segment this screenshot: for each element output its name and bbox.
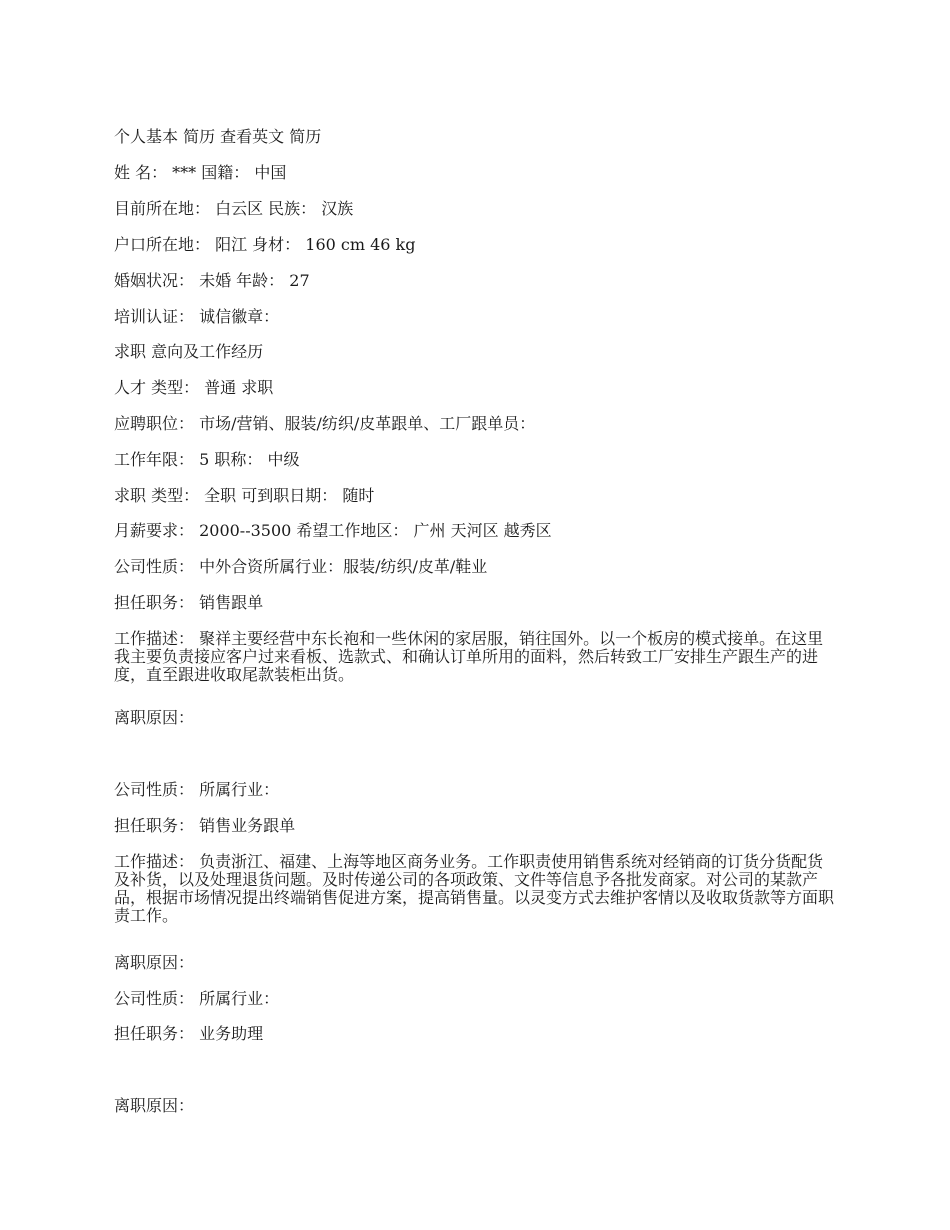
training-line: 培训认证： 诚信徽章： <box>114 307 280 326</box>
company2-role-line: 担任职务： 销售业务跟单 <box>114 816 296 835</box>
company2-description: 工作描述： 负责浙江、福建、上海等地区商务业务。工作职责使用销售系统对经销商的订货分货配货及补货，以及处理退货问题。及时传递公司的各项政策、文件等信息予各批发商家。对公司的某款产品，根据市场情况提出终端销售促进方案，提高销售量。以灵变方式去维护客情以及收取货款等方面职责工作。 <box>114 852 835 925</box>
company1-description: 工作描述： 聚祥主要经营中东长袍和一些休闲的家居服，销往国外。以一个板房的模式接单。在这里我主要负责接应客户过来看板、选款式、和确认订单所用的面料，然后转致工厂安排生产跟生产的进度，直至跟进收取尾款装柜出货。 <box>114 629 824 684</box>
years-title-line: 工作年限： 5 职称： 中级 <box>114 450 300 469</box>
company1-reason-line: 离职原因： <box>114 708 195 727</box>
salary-area-line: 月薪要求： 2000--3500 希望工作地区： 广州 天河区 越秀区 <box>114 521 552 540</box>
hukou-body-line: 户口所在地： 阳江 身材： 160 cm 46 kg <box>114 235 416 254</box>
name-nationality-line: 姓 名： *** 国籍： 中国 <box>114 163 287 182</box>
company1-nature-line: 公司性质： 中外合资所属行业：服装/纺织/皮革/鞋业 <box>114 557 488 576</box>
company2-reason-line: 离职原因： <box>114 953 195 972</box>
company3-reason-line: 离职原因： <box>114 1096 195 1115</box>
resume-header: 个人基本 简历 查看英文 简历 <box>114 127 322 146</box>
position-line: 应聘职位： 市场/营销、服装/纺织/皮革跟单、工厂跟单员： <box>114 414 536 433</box>
company1-role-line: 担任职务： 销售跟单 <box>114 593 264 612</box>
marital-age-line: 婚姻状况： 未婚 年龄： 27 <box>114 271 310 290</box>
company3-role-line: 担任职务： 业务助理 <box>114 1024 264 1043</box>
job-type-line: 求职 类型： 全职 可到职日期： 随时 <box>114 486 375 505</box>
talent-type-line: 人才 类型： 普通 求职 <box>114 378 274 397</box>
company3-nature-line: 公司性质： 所属行业： <box>114 989 280 1008</box>
intent-section-title: 求职 意向及工作经历 <box>114 342 264 361</box>
company2-nature-line: 公司性质： 所属行业： <box>114 780 280 799</box>
location-ethnicity-line: 目前所在地： 白云区 民族： 汉族 <box>114 199 354 218</box>
